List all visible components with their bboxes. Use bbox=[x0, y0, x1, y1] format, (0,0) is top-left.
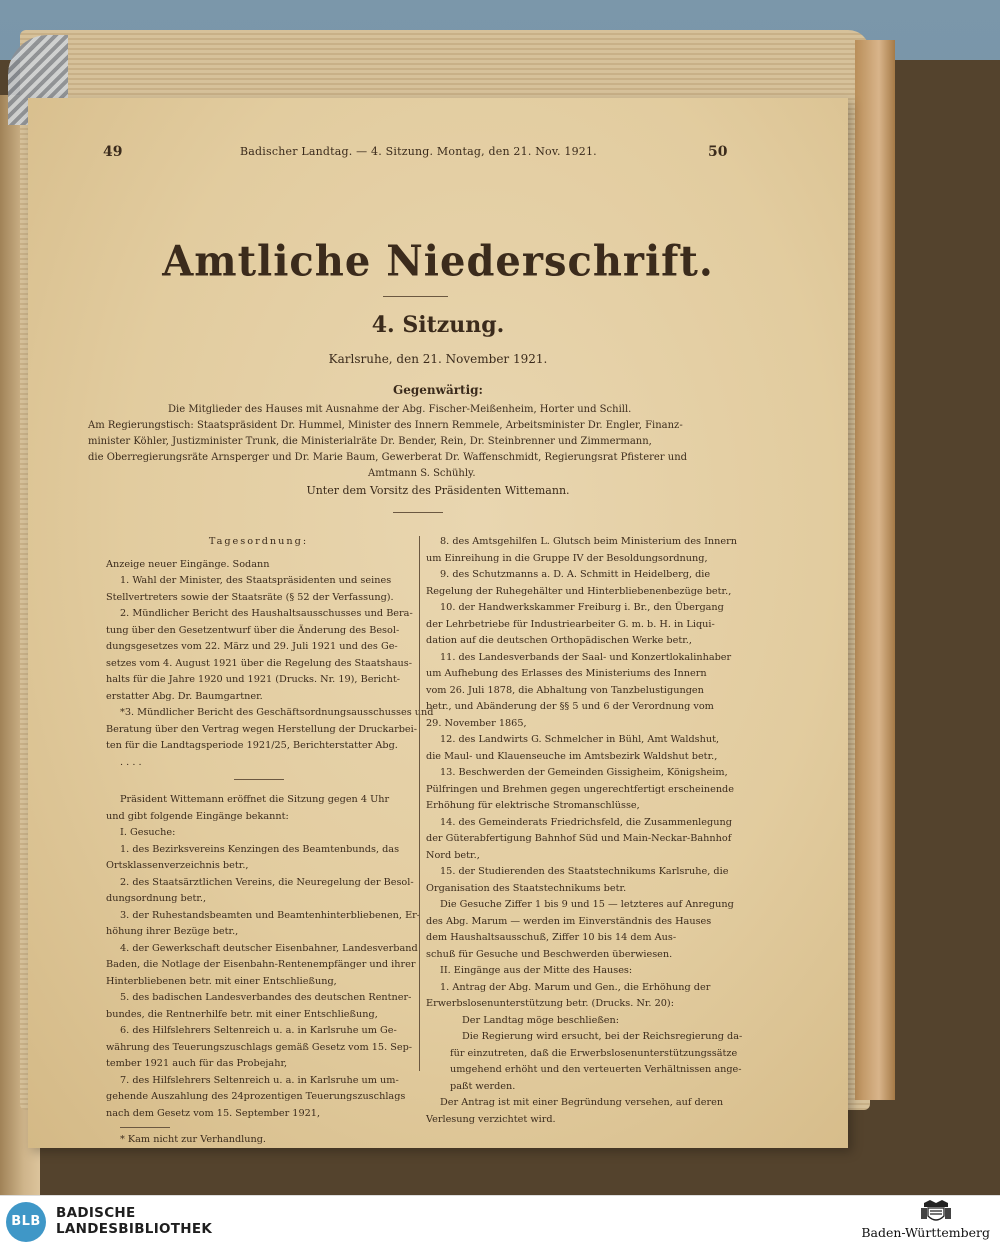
column-rule bbox=[234, 779, 284, 780]
body-line: 9. des Schutzmanns a. D. A. Schmitt in Heidelberg, die bbox=[440, 569, 711, 580]
body-line: Präsident Wittemann eröffnet die Sitzung gegen 4 Uhr bbox=[120, 794, 390, 805]
body-line: Pülfringen und Brehmen gegen ungerechtfertigt erscheinende bbox=[426, 783, 734, 795]
body-line: höhung ihrer Bezüge betr., bbox=[106, 926, 239, 937]
agenda-line: halts für die Jahre 1920 und 1921 (Drucks. Nr. 19), Bericht- bbox=[106, 674, 400, 685]
agenda-line: *3. Mündlicher Bericht des Geschäftsordnungsausschusses und bbox=[120, 707, 434, 718]
document-title: Amtliche Niederschrift. bbox=[162, 236, 714, 287]
agenda-line: erstatter Abg. Dr. Baumgartner. bbox=[106, 690, 263, 702]
body-line: währung des Teuerungszuschlags gemäß Gesetz vom 15. Sep- bbox=[106, 1041, 413, 1053]
agenda-line: Stellvertreters sowie der Staatsräte (§ 52 der Verfassung). bbox=[106, 591, 394, 603]
body-line: der Güterabfertigung Bahnhof Süd und Main-Neckar-Bahnhof bbox=[426, 833, 732, 844]
body-line: 2. des Staatsärztlichen Vereins, die Neuregelung der Besol- bbox=[120, 876, 414, 888]
body-line: bundes, die Rentnerhilfe betr. mit einer Entschließung, bbox=[106, 1008, 378, 1020]
body-line: 5. des badischen Landesverbandes des deutschen Rentner- bbox=[120, 992, 412, 1003]
body-line: gehende Auszahlung des 24prozentigen Teuerungszuschlags bbox=[106, 1091, 406, 1102]
present-line: Am Regierungstisch: Staatspräsident Dr. Hummel, Minister des Innern Remmele, Arbeitsminister Dr. Engler, Finanz- bbox=[88, 420, 683, 431]
footnote: * Kam nicht zur Verhandlung. bbox=[120, 1134, 267, 1145]
body-line: 15. der Studierenden des Staatstechnikums Karlsruhe, die bbox=[440, 866, 729, 877]
book-cover-edge bbox=[855, 40, 895, 1100]
body-line: Organisation des Staatstechnikums betr. bbox=[426, 882, 627, 894]
place-date: Karlsruhe, den 21. November 1921. bbox=[328, 352, 548, 366]
body-line: 11. des Landesverbands der Saal- und Konzertlokalinhaber bbox=[440, 651, 732, 663]
chair-line: Unter dem Vorsitz des Präsidenten Wittemann. bbox=[306, 484, 570, 497]
body-line: 14. des Gemeinderats Friedrichsfeld, die Zusammenlegung bbox=[440, 816, 732, 828]
body-line: 3. der Ruhestandsbeamten und Beamtenhinterbliebenen, Er- bbox=[120, 909, 421, 921]
motion-line: Die Regierung wird ersucht, bei der Reichsregierung da- bbox=[462, 1031, 743, 1042]
right-column bbox=[426, 534, 746, 1128]
body-line: 10. der Handwerkskammer Freiburg i. Br., den Übergang bbox=[440, 602, 724, 613]
library-name-line1: BADISCHE bbox=[56, 1205, 136, 1221]
body-line: Erhöhung für elektrische Stromanschlüsse, bbox=[426, 800, 640, 811]
body-line: Hinterbliebenen betr. mit einer Entschließung, bbox=[106, 975, 337, 987]
motion-line: paßt werden. bbox=[450, 1080, 516, 1092]
body-line: Ortsklassenverzeichnis betr., bbox=[106, 860, 249, 871]
body-line: 1. Antrag der Abg. Marum und Gen., die Erhöhung der bbox=[440, 981, 711, 993]
body-line: vom 26. Juli 1878, die Abhaltung von Tanzbelustigungen bbox=[426, 684, 704, 696]
body-line: 12. des Landwirts G. Schmelcher in Bühl, Amt Waldshut, bbox=[440, 734, 720, 745]
page-number-right: 50 bbox=[708, 144, 728, 160]
body-line: Baden, die Notlage der Eisenbahn-Rentenempfänger und ihrer bbox=[106, 959, 416, 970]
session-heading: 4. Sitzung. bbox=[371, 312, 505, 338]
body-line: Regelung der Ruhegehälter und Hinterbliebenenbezüge betr., bbox=[426, 585, 732, 597]
body-line: 29. November 1865, bbox=[426, 717, 527, 729]
body-line: 6. des Hilfslehrers Seltenreich u. a. in Karlsruhe um Ge- bbox=[120, 1025, 397, 1036]
body-line: des Abg. Marum — werden im Einverständnis des Hauses bbox=[426, 915, 712, 927]
left-column bbox=[106, 534, 434, 1149]
body-line: um Einreihung in die Gruppe IV der Besoldungsordnung, bbox=[426, 552, 708, 564]
body-line: betr., und Abänderung der §§ 5 und 6 der Verordnung vom bbox=[426, 701, 714, 712]
body-line: 1. des Bezirksvereins Kenzingen des Beamtenbunds, das bbox=[120, 843, 400, 855]
present-line: die Oberregierungsräte Arnsperger und Dr. Marie Baum, Gewerberat Dr. Waffenschmidt, Regierungsrat Pfisterer und bbox=[88, 452, 688, 463]
body-line: Der Antrag ist mit einer Begründung versehen, auf deren bbox=[440, 1097, 724, 1108]
body-line: I. Gesuche: bbox=[120, 827, 176, 838]
running-title: Badischer Landtag. — 4. Sitzung. Montag, den 21. Nov. 1921. bbox=[240, 145, 597, 158]
agenda-line: tung über den Gesetzentwurf über die Änderung des Besol- bbox=[106, 624, 400, 636]
document-page bbox=[28, 98, 848, 1148]
library-name[interactable] bbox=[56, 1205, 212, 1237]
body-line: um Aufhebung des Erlasses des Ministeriums des Innern bbox=[426, 668, 707, 679]
body-line: nach dem Gesetz vom 15. September 1921, bbox=[106, 1107, 321, 1119]
motion-line: Der Landtag möge beschließen: bbox=[462, 1014, 620, 1026]
agenda-line: Anzeige neuer Eingänge. Sodann bbox=[106, 558, 270, 570]
body-line: 7. des Hilfslehrers Seltenreich u. a. in Karlsruhe um um- bbox=[120, 1074, 399, 1086]
body-line: die Maul- und Klauenseuche im Amtsbezirk Waldshut betr., bbox=[426, 750, 718, 762]
section-heading: II. Eingänge aus der Mitte des Hauses: bbox=[440, 965, 633, 976]
body-line: schuß für Gesuche und Beschwerden überwiesen. bbox=[426, 948, 673, 960]
agenda-heading: Tagesordnung: bbox=[208, 536, 309, 547]
page-number-left: 49 bbox=[103, 144, 123, 160]
body-line: und gibt folgende Eingänge bekannt: bbox=[106, 810, 289, 822]
agenda-line: 1. Wahl der Minister, des Staatspräsidenten und seines bbox=[120, 575, 392, 586]
state-name[interactable]: Baden-Württemberg bbox=[861, 1225, 990, 1240]
present-heading: Gegenwärtig: bbox=[393, 383, 483, 397]
agenda-line: . . . . bbox=[120, 756, 142, 768]
body-line: tember 1921 auch für das Probejahr, bbox=[106, 1058, 288, 1069]
body-line: Die Gesuche Ziffer 1 bis 9 und 15 — letzteres auf Anregung bbox=[440, 899, 734, 910]
agenda-line: setzes vom 4. August 1921 über die Regelung des Staatshaus- bbox=[106, 657, 412, 669]
motion-line: umgehend erhöht und den verteuerten Verhältnissen ange- bbox=[450, 1064, 742, 1075]
section-rule bbox=[393, 512, 443, 513]
body-line: Erwerbslosenunterstützung betr. (Drucks. Nr. 20): bbox=[426, 998, 674, 1009]
body-line: 8. des Amtsgehilfen L. Glutsch beim Ministerium des Innern bbox=[440, 536, 738, 547]
library-name-line2: LANDESBIBLIOTHEK bbox=[56, 1221, 213, 1237]
footnote-rule bbox=[120, 1127, 170, 1128]
agenda-line: dungsgesetzes vom 22. März und 29. Juli 1921 und des Ge- bbox=[106, 641, 398, 652]
body-line: dungsordnung betr., bbox=[106, 893, 207, 904]
viewer-footer bbox=[0, 1195, 1000, 1246]
body-line: dem Haushaltsausschuß, Ziffer 10 bis 14 dem Aus- bbox=[426, 932, 677, 943]
motion-line: für einzutreten, daß die Erwerbslosenunterstützungssätze bbox=[450, 1047, 738, 1059]
column-divider bbox=[419, 536, 420, 1071]
agenda-line: 2. Mündlicher Bericht des Haushaltsausschusses und Bera- bbox=[120, 608, 413, 619]
body-line: Verlesung verzichtet wird. bbox=[426, 1113, 556, 1125]
present-line: Die Mitglieder des Hauses mit Ausnahme der Abg. Fischer-Meißenheim, Horter und Schill. bbox=[168, 404, 632, 415]
title-rule bbox=[383, 296, 448, 297]
present-line: Amtmann S. Schühly. bbox=[368, 468, 476, 479]
body-line: der Lehrbetriebe für Industriearbeiter G. m. b. H. in Liqui- bbox=[426, 618, 715, 630]
baden-wuerttemberg-crest-icon bbox=[918, 1199, 954, 1225]
agenda-line: ten für die Landtagsperiode 1921/25, Berichterstatter Abg. bbox=[106, 740, 398, 751]
present-line: minister Köhler, Justizminister Trunk, die Ministerialräte Dr. Bender, Rein, Dr. Steinbrenner und Zimmermann, bbox=[88, 436, 652, 447]
body-line: 13. Beschwerden der Gemeinden Gissigheim, Königsheim, bbox=[440, 767, 728, 778]
body-line: dation auf die deutschen Orthopädischen Werke betr., bbox=[426, 635, 692, 646]
body-line: Nord betr., bbox=[426, 849, 480, 861]
blb-logo[interactable]: BLB bbox=[6, 1202, 46, 1242]
agenda-line: Beratung über den Vertrag wegen Herstellung der Druckarbei- bbox=[106, 723, 418, 735]
body-line: 4. der Gewerkschaft deutscher Eisenbahner, Landesverband bbox=[120, 942, 418, 954]
